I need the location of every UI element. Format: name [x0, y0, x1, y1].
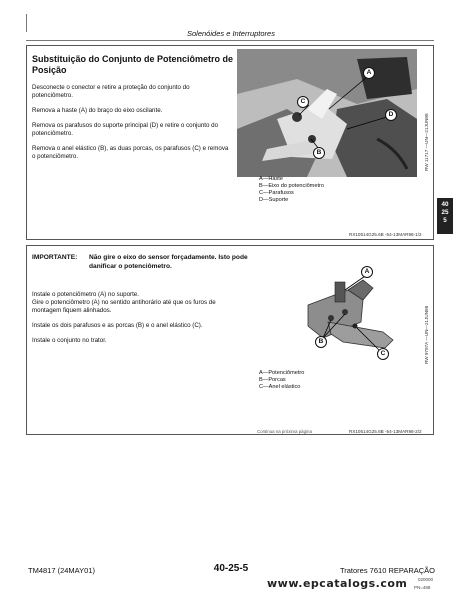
- paragraph: Instale os dois parafusos e as porcas (B) e o anel elástico (C).: [32, 322, 203, 329]
- page-header-title: Solenóides e Interruptores: [187, 29, 275, 38]
- footer-page-number: 40-25-5: [213, 563, 249, 574]
- drawing-illustration: [293, 260, 408, 368]
- legend-item: B—Eixo do potenciômetro: [259, 183, 324, 189]
- tab-line: 25: [441, 209, 449, 216]
- potentiometer-photo: [237, 49, 417, 177]
- legend-item: A—Potenciômetro: [259, 370, 305, 376]
- watermark: www.epcatalogs.com: [267, 577, 408, 590]
- paragraph: Remova o anel elástico (B), as duas porcas, os parafusos (C) e remova o potenciômetro.: [32, 145, 229, 160]
- paragraph: Gire o potenciômetro (A) no sentido antihorário até que os furos de montagem fiquem alinhados.: [32, 299, 216, 314]
- reference-code: RX10514G25.6B -54-13MAR98-2/2: [349, 429, 422, 434]
- section-2-text: [32, 291, 232, 352]
- footer-code: 020000: [418, 577, 434, 582]
- callout-b: B: [313, 147, 325, 159]
- tab-line: 5: [443, 217, 447, 224]
- footer-manual-id: TM4817 (24MAY01): [28, 566, 95, 575]
- legend-item: A—Haste: [259, 176, 283, 182]
- callout-a: A: [361, 266, 373, 278]
- section-title: Substituição do Conjunto de Potenciômetro de Posição: [32, 54, 234, 75]
- figure-code: RW 11717 —UN—21JUN98: [424, 113, 429, 171]
- callout-c: C: [297, 96, 309, 108]
- section-tab: [437, 198, 453, 234]
- paragraph: Instale o potenciômetro (A) no suporte.: [32, 291, 139, 298]
- footer-manual-title: Tratores 7610 REPARAÇÃO: [339, 566, 435, 575]
- legend-item: C—Anel elástico: [259, 384, 301, 390]
- procedure-panel-1: [26, 45, 434, 240]
- header-rule: [26, 40, 434, 41]
- potentiometer-drawing: [293, 260, 408, 368]
- legend-item: C—Parafusos: [259, 190, 294, 196]
- important-text: Não gire o eixo do sensor forçadamente. Isto pode danificar o potenciômetro.: [89, 254, 248, 270]
- section-1-text: [32, 84, 232, 168]
- paragraph: Desconecte o conector e retire a proteção do conjunto do potenciômetro.: [32, 84, 190, 99]
- callout-b: B: [315, 336, 327, 348]
- paragraph: Remova os parafusos do suporte principal (D) e retire o conjunto do potenciômetro.: [32, 122, 219, 137]
- figure-legend: [259, 176, 324, 204]
- continue-note: Continua na próxima página: [257, 429, 312, 434]
- callout-c: C: [377, 348, 389, 360]
- footer-code: PN=488: [414, 585, 431, 590]
- tab-line: 40: [441, 201, 449, 208]
- callout-d: D: [385, 109, 397, 121]
- figure-legend: [259, 370, 304, 391]
- procedure-panel-2: [26, 245, 434, 435]
- legend-item: D—Suporte: [259, 197, 289, 203]
- figure-code: RW 9797A —UN—21JUN98: [424, 305, 429, 364]
- important-label: IMPORTANTE:: [32, 254, 78, 261]
- paragraph: Instale o conjunto no trator.: [32, 337, 107, 344]
- paragraph: Remova a haste (A) do braço do eixo oscilante.: [32, 107, 163, 114]
- reference-code: RX10514G25.6B -54-13MAR98-1/2: [349, 232, 422, 237]
- callout-a: A: [363, 67, 375, 79]
- legend-item: B—Porcas: [259, 377, 286, 383]
